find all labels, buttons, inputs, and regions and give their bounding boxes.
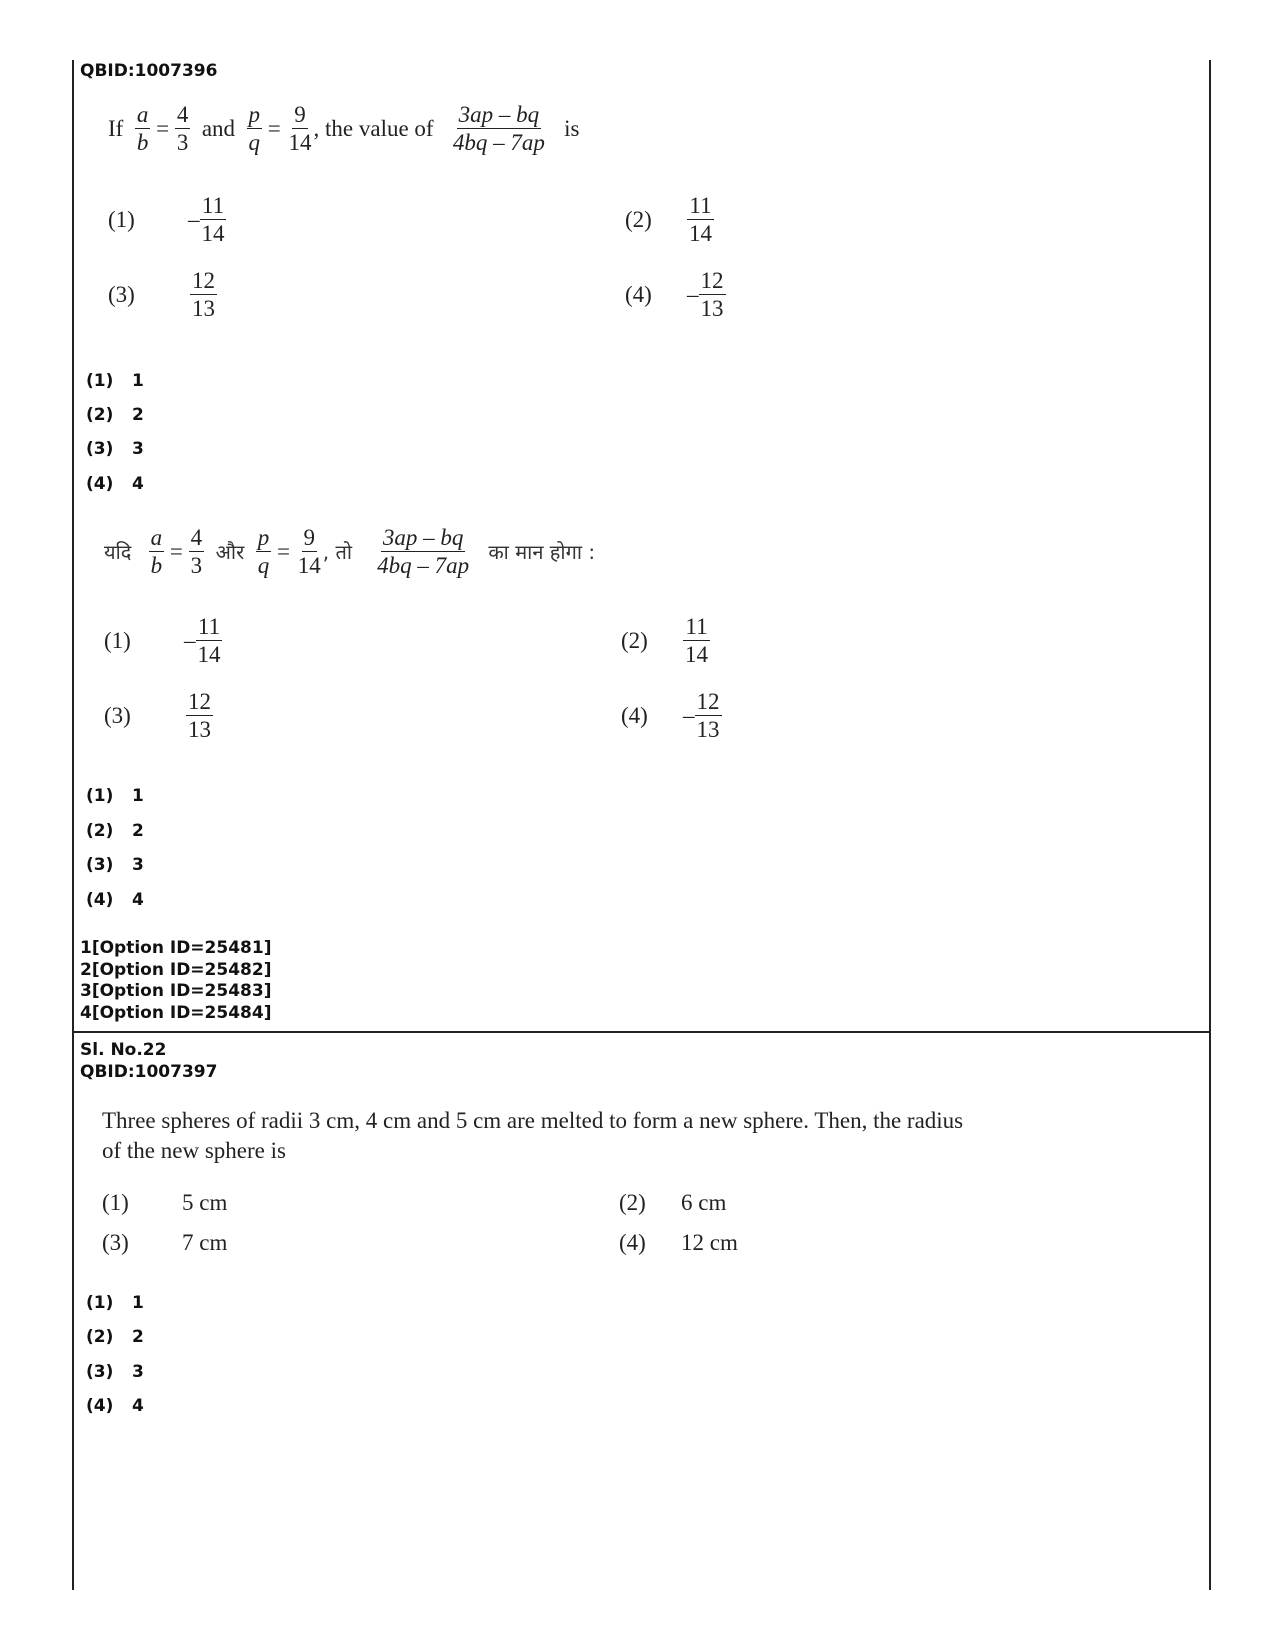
fraction-4-over-3: $\frac{4}{3}$	[176, 102, 189, 156]
option-id-1: 1[Option ID=25481]	[80, 938, 272, 958]
option-3: (3) $\frac{12}{13}$	[108, 268, 215, 322]
option-3-hi: (3) $\frac{12}{13}$	[104, 689, 211, 743]
serial-number: Sl. No.22	[80, 1040, 167, 1060]
option-1-hi: (1) – $\frac{11}{14}$	[104, 614, 221, 668]
word-if: If	[108, 115, 124, 141]
qbid-label: QBID:1007396	[80, 61, 218, 81]
option-id-2: 2[Option ID=25482]	[80, 959, 272, 980]
fraction-p-over-q: $\frac{p}{q}$	[248, 102, 261, 156]
word-aur: और	[215, 540, 245, 565]
word-is: is	[564, 115, 580, 141]
question-text-22: Three spheres of radii 3 cm, 4 cm and 5 cm are melted to form a new sphere. Then, the radius of the new sphere is	[102, 1108, 964, 1163]
option-id-4: 4[Option ID=25484]	[80, 1002, 272, 1023]
qbid-label-22: QBID:1007397	[80, 1062, 218, 1082]
answer-choice-3[interactable]: (3) 3	[86, 439, 144, 459]
page-right-border	[1209, 60, 1211, 1590]
word-and: and	[201, 115, 236, 141]
option-2: (2) $\frac{11}{14}$	[625, 193, 712, 247]
phrase-ka-maan-hoga: का मान होगा :	[488, 540, 596, 565]
option-1: (1) – $\frac{11}{14}$	[108, 193, 225, 247]
answer-choice-2-hi[interactable]: (2) 2	[86, 821, 144, 841]
phrase-the-value-of: , the value of	[313, 115, 434, 141]
answer-choice-1-hi[interactable]: (1) 1	[86, 786, 144, 806]
option-2-22: (2) 6 cm	[619, 1190, 727, 1215]
answer-choice-4[interactable]: (4) 4	[86, 474, 144, 494]
answer-choice-1-22[interactable]: (1) 1	[86, 1293, 144, 1313]
word-yadi: यदि	[104, 540, 132, 565]
fraction-expression: $\frac{3ap - bq}{4bq - 7ap}$	[452, 102, 545, 156]
option-1-22: (1) 5 cm	[102, 1190, 228, 1215]
option-3-22: (3) 7 cm	[102, 1230, 228, 1255]
answer-choice-4-hi[interactable]: (4) 4	[86, 890, 144, 910]
question-divider	[72, 1031, 1211, 1033]
fraction-a-over-b: $\frac{a}{b}$	[136, 102, 149, 156]
answer-choice-4-22[interactable]: (4) 4	[86, 1396, 144, 1416]
answer-choice-1[interactable]: (1) 1	[86, 371, 144, 391]
question-text-en: If $\frac{a}{b}$ = $\frac{4}{3}$ and $\frac{p}{q}$ = $\frac{9}{14}$ , the value of $\frac{3ap - bq}{4bq - 7ap}$ is	[108, 102, 580, 156]
answer-choice-3-22[interactable]: (3) 3	[86, 1362, 144, 1382]
question-text-hi: यदि $\frac{a}{b}$ = $\frac{4}{3}$ और $\frac{p}{q}$ = $\frac{9}{14}$ , तो $\frac{3ap - bq}{4bq - 7ap}$ का मान होगा :	[104, 525, 596, 579]
answer-choice-2-22[interactable]: (2) 2	[86, 1327, 144, 1347]
option-4-hi: (4) – $\frac{12}{13}$	[621, 689, 720, 743]
word-to: , तो	[322, 540, 353, 565]
option-4: (4) – $\frac{12}{13}$	[625, 268, 724, 322]
option-id-3: 3[Option ID=25483]	[80, 981, 272, 1001]
option-id-list	[80, 938, 271, 1024]
answer-choice-3-hi[interactable]: (3) 3	[86, 855, 144, 875]
option-2-hi: (2) $\frac{11}{14}$	[621, 614, 708, 668]
fraction-9-over-14: $\frac{9}{14}$	[288, 102, 312, 156]
answer-choice-2[interactable]: (2) 2	[86, 405, 144, 425]
page-left-border	[72, 60, 74, 1590]
option-4-22: (4) 12 cm	[619, 1230, 738, 1255]
